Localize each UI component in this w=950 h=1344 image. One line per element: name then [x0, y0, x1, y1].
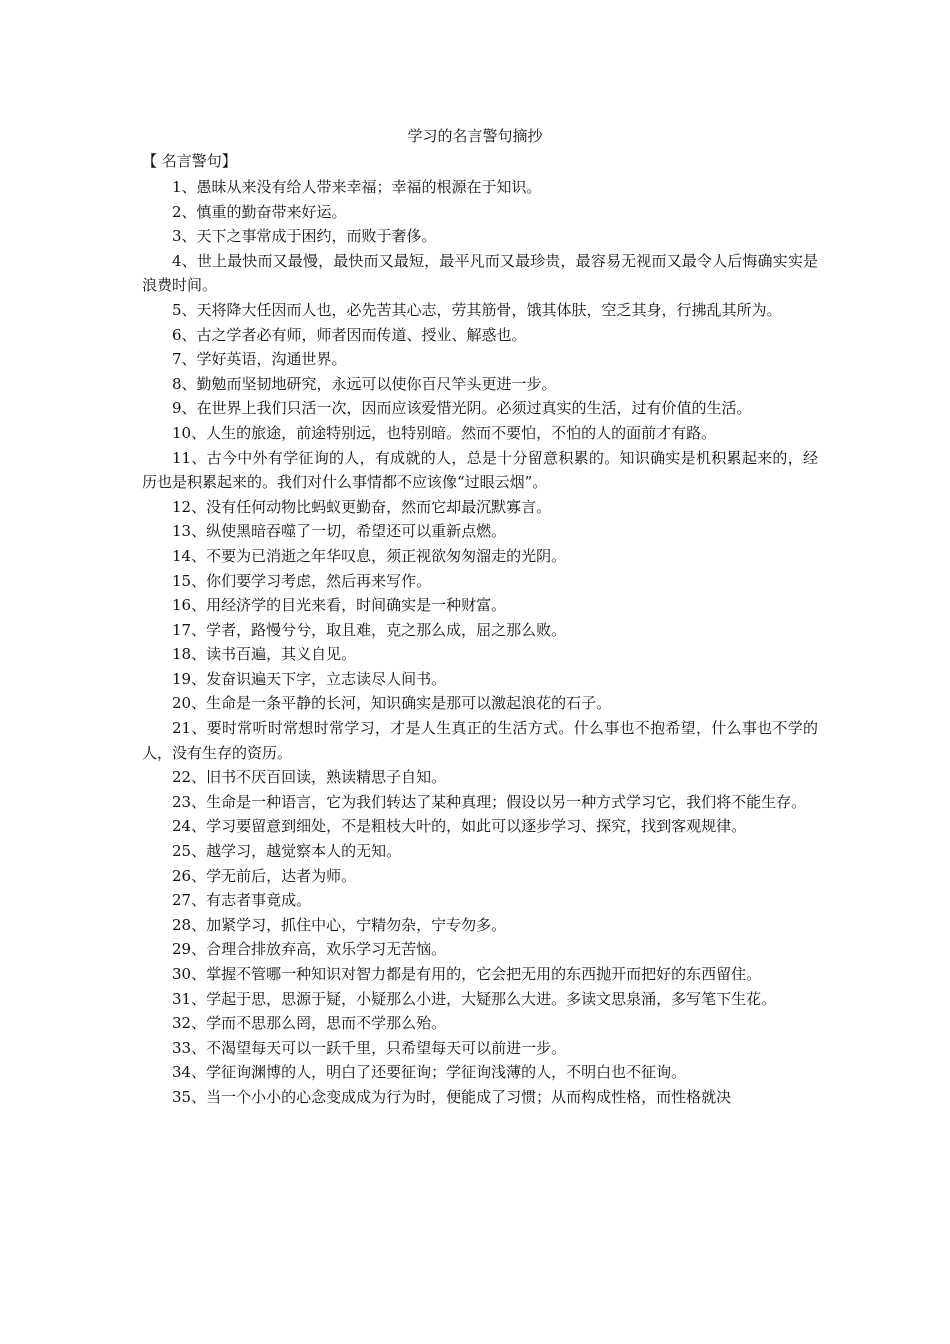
quote-item: 7、学好英语，沟通世界。 [172, 350, 347, 369]
quote-item: 2、慎重的勤奋带来好运。 [172, 202, 347, 221]
quote-item: 3、天下之事常成于困约，而败于奢侈。 [172, 227, 437, 246]
quote-item: 24、学习要留意到细处，不是粗枝大叶的，如此可以逐步学习、探究，找到客观规律。 [172, 817, 747, 836]
quote-item: 12、没有任何动物比蚂蚁更勤奋，然而它却最沉默寡言。 [172, 497, 552, 516]
quote-item: 8、勤勉而坚韧地研究，永远可以使你百尺竿头更进一步。 [172, 374, 557, 393]
quote-item: 35、当一个小小的心念变成成为行为时，便能成了习惯；从而构成性格，而性格就决 [172, 1087, 732, 1106]
quote-item: 20、生命是一条平静的长河，知识确实是那可以激起浪花的石子。 [172, 694, 612, 713]
quote-item: 4、世上最快而又最慢，最快而又最短，最平凡而又最珍贵，最容易无视而又最令人后悔确实实是浪费时间。 [142, 251, 818, 295]
quote-item: 26、学无前后，达者为师。 [172, 866, 357, 885]
quote-list [142, 175, 818, 1110]
quote-item: 32、学而不思那么罔，思而不学那么殆。 [172, 1014, 447, 1033]
quote-item: 27、有志者事竟成。 [172, 891, 312, 910]
quote-item: 13、纵使黑暗吞噬了一切，希望还可以重新点燃。 [172, 522, 507, 541]
quote-item: 15、你们要学习考虑，然后再来写作。 [172, 571, 432, 590]
quote-item: 11、古今中外有学征询的人，有成就的人，总是十分留意积累的。知识确实是机积累起来的，经历也是积累起来的。我们对什么事情都不应该像“过眼云烟”。 [142, 448, 818, 492]
quote-item: 33、不渴望每天可以一跃千里，只希望每天可以前进一步。 [172, 1038, 567, 1057]
quote-item: 34、学征询渊博的人，明白了还要征询；学征询浅薄的人，不明白也不征询。 [172, 1063, 687, 1082]
quote-item: 23、生命是一种语言，它为我们转达了某种真理；假设以另一种方式学习它，我们将不能生存。 [172, 792, 807, 811]
quote-item: 1、愚昧从来没有给人带来幸福；幸福的根源在于知识。 [172, 178, 542, 196]
quote-item: 14、不要为已消逝之年华叹息，须正视欲匆匆溜走的光阴。 [172, 546, 567, 565]
quote-item: 5、天将降大任因而人也，必先苦其心志，劳其筋骨，饿其体肤，空乏其身，行拂乱其所为。 [172, 300, 782, 319]
quote-item: 30、掌握不管哪一种知识对智力都是有用的，它会把无用的东西抛开而把好的东西留住。 [172, 965, 762, 983]
quote-item: 21、要时常听时常想时常学习，才是人生真正的生活方式。什么事也不抱希望，什么事也不学的人，没有生存的资历。 [142, 719, 818, 762]
quote-item: 10、人生的旅途，前途特别远，也特别暗。然而不要怕，不怕的人的面前才有路。 [172, 423, 717, 442]
quote-item: 18、读书百遍，其义自见。 [172, 645, 357, 664]
quote-item: 29、合理合排放弃高，欢乐学习无苦恼。 [172, 940, 447, 959]
quote-item: 6、古之学者必有师，师者因而传道、授业、解惑也。 [172, 325, 527, 344]
quote-item: 22、旧书不厌百回读，熟读精思子自知。 [172, 768, 447, 787]
quote-item: 16、用经济学的目光来看，时间确实是一种财富。 [172, 596, 507, 615]
quote-item: 17、学者，路慢兮兮，取且难，克之那么成，屈之那么败。 [172, 620, 567, 639]
quote-item: 31、学起于思，思源于疑，小疑那么小进，大疑那么大进。多读文思泉涌，多写笔下生花。 [172, 989, 777, 1008]
quote-item: 9、在世界上我们只活一次，因而应该爱惜光阴。必须过真实的生活，过有价值的生活。 [172, 399, 752, 418]
page-title: 学习的名言警句摘抄 [407, 127, 543, 145]
quote-item: 28、加紧学习，抓住中心，宁精勿杂，宁专勿多。 [172, 915, 507, 934]
quote-item: 25、越学习，越觉察本人的无知。 [172, 842, 402, 861]
section-heading: 【 名言警句】 [142, 152, 237, 170]
quote-item: 19、发奋识遍天下字，立志读尽人间书。 [172, 669, 447, 688]
